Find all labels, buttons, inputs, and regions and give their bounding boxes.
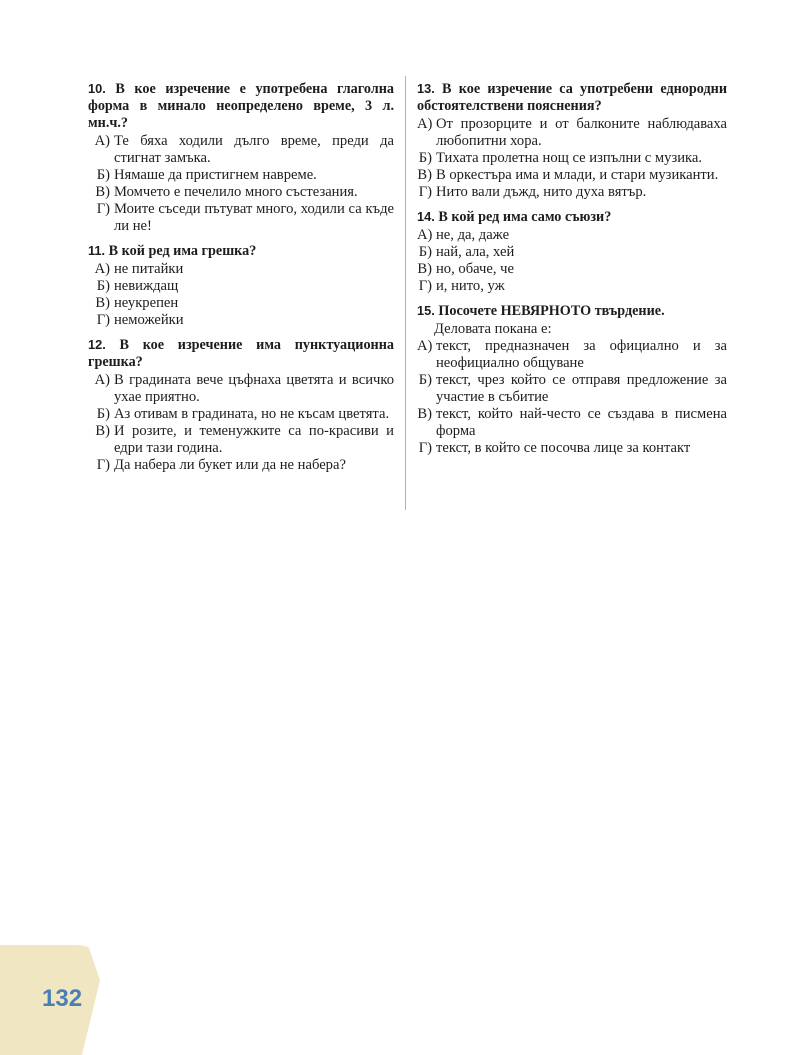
option-letter: Г) [418, 184, 432, 200]
option-text: но, обаче, че [436, 261, 514, 277]
answer-option [417, 184, 727, 201]
option-letter: Б) [96, 167, 110, 183]
option-text: текст, който най-често се създава в писмена форма [436, 406, 727, 439]
option-letter: Б) [418, 244, 432, 260]
option-letter: В) [95, 184, 110, 200]
answer-option [88, 278, 394, 295]
option-letter: Г) [96, 201, 110, 217]
answer-option [88, 312, 394, 329]
option-letter: А) [417, 338, 433, 354]
right-column [417, 80, 727, 464]
option-letter: Г) [96, 312, 110, 328]
question-text: В кой ред има само съюзи? [438, 209, 612, 225]
question-15 [417, 302, 727, 457]
question-text: В кое изречение има пунктуационна грешка? [88, 337, 394, 370]
option-letter: А) [94, 133, 110, 149]
option-text: текст, чрез който се отправя предложение за участие в събитие [436, 372, 727, 405]
option-text: невиждащ [114, 278, 179, 294]
question-number: 15. [417, 303, 435, 318]
option-letter: В) [95, 295, 110, 311]
answer-option [88, 406, 394, 423]
option-letter: В) [95, 423, 110, 439]
answer-option [88, 184, 394, 201]
page-number: 132 [42, 985, 83, 1012]
question-intro: Деловата покана е: [434, 321, 552, 337]
question-11 [88, 242, 394, 329]
option-letter: В) [417, 261, 432, 277]
answer-option [88, 372, 394, 406]
option-text: Да набера ли букет или да не набера? [114, 457, 346, 473]
question-number: 11. [88, 243, 106, 258]
answer-option [417, 406, 727, 440]
column-divider [405, 76, 406, 510]
question-title [417, 208, 727, 226]
option-letter: А) [417, 116, 433, 132]
answer-option [417, 167, 727, 184]
option-text: Тихата пролетна нощ се изпълни с музика. [436, 150, 703, 166]
option-text: и, нито, уж [436, 278, 505, 294]
question-title [88, 242, 394, 260]
question-text: В кой ред има грешка? [108, 243, 257, 259]
question-10 [88, 80, 394, 235]
answer-option [88, 201, 394, 235]
answer-option [88, 261, 394, 278]
option-text: От прозорците и от балконите наблюдаваха любопитни хора. [436, 116, 727, 149]
option-letter: В) [417, 406, 432, 422]
answer-option [417, 116, 727, 150]
option-text: В оркестъра има и млади, и стари музиканти. [436, 167, 719, 183]
option-text: Моите съседи пътуват много, ходили са къде ли не! [114, 201, 394, 234]
option-letter: В) [417, 167, 432, 183]
option-text: не, да, даже [436, 227, 510, 243]
option-letter: Г) [96, 457, 110, 473]
question-title [417, 302, 727, 320]
question-number: 13. [417, 81, 435, 96]
question-title [88, 80, 394, 132]
option-text: В градината вече цъфнаха цветята и всичко ухае приятно. [114, 372, 394, 405]
answer-option [417, 261, 727, 278]
question-number: 14. [417, 209, 435, 224]
left-column [88, 80, 394, 481]
question-12 [88, 336, 394, 474]
option-text: неукрепен [114, 295, 179, 311]
answer-option [88, 167, 394, 184]
option-letter: Б) [96, 406, 110, 422]
answer-option [417, 278, 727, 295]
question-text: Посочете НЕВЯРНОТО твърдение. [438, 303, 665, 319]
option-letter: Б) [96, 278, 110, 294]
answer-option [417, 440, 727, 457]
option-text: Аз отивам в градината, но не късам цветята. [114, 406, 390, 422]
answer-option [417, 244, 727, 261]
question-number: 12. [88, 337, 106, 352]
answer-option [417, 372, 727, 406]
answer-option [88, 423, 394, 457]
answer-option [88, 133, 394, 167]
option-text: най, ала, хей [436, 244, 515, 260]
question-number: 10. [88, 81, 106, 96]
option-letter: Б) [418, 372, 432, 388]
question-13 [417, 80, 727, 201]
option-letter: Б) [418, 150, 432, 166]
option-text: Те бяха ходили дълго време, преди да стигнат замъка. [114, 133, 394, 166]
question-text: В кое изречение е употребена глаголна форма в минало неопределено време, 3 л. мн.ч.? [88, 81, 394, 131]
option-text: Нямаше да пристигнем навреме. [114, 167, 317, 183]
option-text: Момчето е печелило много състезания. [114, 184, 358, 200]
option-text: текст, предназначен за официално и за неофициално общуване [436, 338, 727, 371]
answer-option [88, 457, 394, 474]
option-letter: Г) [418, 278, 432, 294]
option-text: И розите, и теменужките са по-красиви и едри тази година. [114, 423, 394, 456]
option-letter: А) [94, 261, 110, 277]
option-text: Нито вали дъжд, нито духа вятър. [436, 184, 647, 200]
answer-option [417, 227, 727, 244]
question-text: В кое изречение са употребени еднородни обстоятелствени пояснения? [417, 81, 728, 114]
question-14 [417, 208, 727, 295]
option-letter: А) [417, 227, 433, 243]
option-letter: Г) [418, 440, 432, 456]
option-text: не питайки [114, 261, 184, 277]
question-title [88, 336, 394, 371]
question-title [417, 80, 727, 115]
answer-option [88, 295, 394, 312]
option-text: текст, в който се посочва лице за контакт [436, 440, 691, 456]
answer-option [417, 150, 727, 167]
answer-option [417, 338, 727, 372]
option-text: неможейки [114, 312, 184, 328]
option-letter: А) [94, 372, 110, 388]
